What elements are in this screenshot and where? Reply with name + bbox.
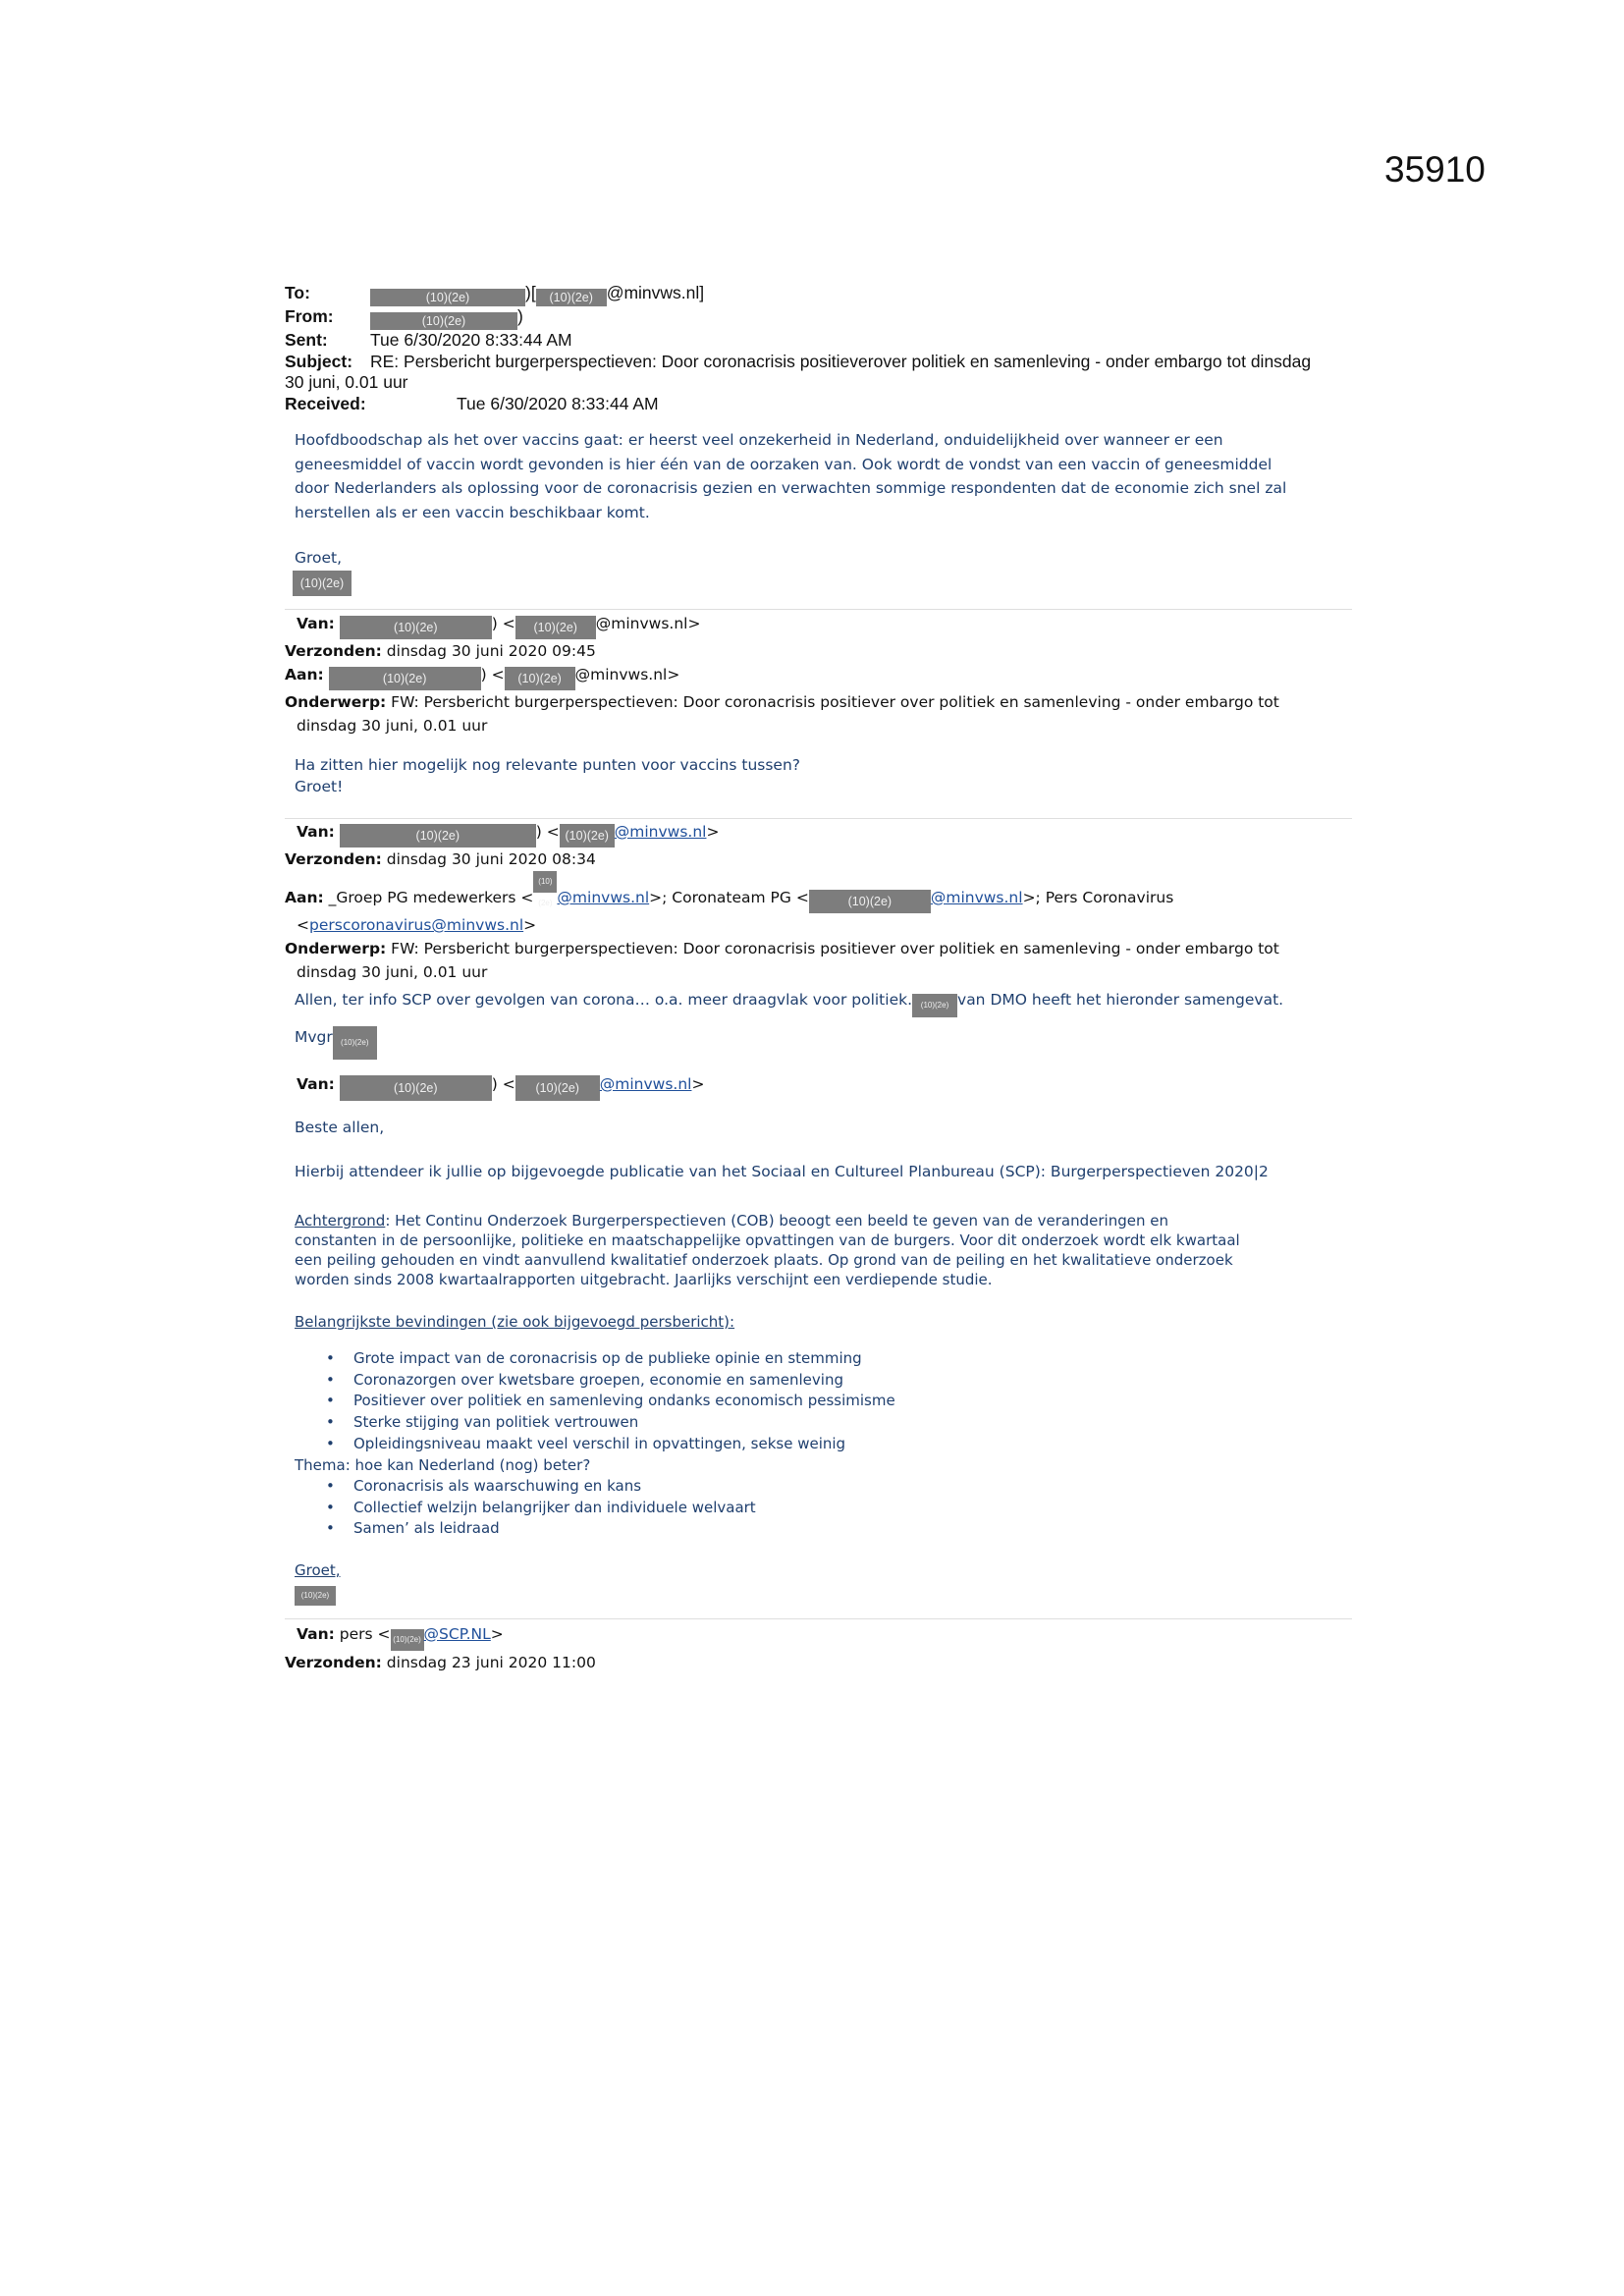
list-item: • Grote impact van de coronacrisis op de publieke opinie en stemming: [353, 1348, 1375, 1370]
list-item: • Collectief welzijn belangrijker dan individuele welvaart: [353, 1498, 1375, 1519]
msg3-greeting: [295, 1560, 1365, 1580]
redaction-box: (10)(2e): [340, 824, 536, 847]
separator-line: [285, 609, 1352, 610]
msg3-intro: Hierbij attendeer ik jullie op bijgevoegde publicatie van het Sociaal en Cultureel Planbureau (SCP): Burgerperspectieven 2020|2: [295, 1163, 1269, 1180]
msg4-verzonden-value: dinsdag 23 juni 2020 11:00: [386, 1654, 596, 1671]
msg3-findings-heading: [295, 1312, 1365, 1332]
msg2-van-close: >: [706, 823, 720, 841]
msg2-onderwerp-line-2: dinsdag 30 juni, 0.01 uur: [297, 963, 488, 981]
msg1-onderwerp-label: Onderwerp:: [285, 693, 387, 711]
separator-line: [285, 1618, 1352, 1619]
msg3-van-mid: ) <: [491, 1075, 515, 1093]
msg3-achtergrond-line-1: : Het Continu Onderzoek Burgerperspectieven (COB) beoogt een beeld te geven van de veranderingen en: [385, 1212, 1168, 1230]
msg2-aan-part-1: _Groep PG medewerkers <: [328, 889, 534, 906]
reply-line: geneesmiddel of vaccin wordt gevonden is hier één van de oorzaken van. Ook wordt de vondst van een vaccin of geneesmiddel: [295, 455, 1272, 473]
header-subject-row: [285, 352, 1355, 373]
redaction-box: (10)(2e): [505, 667, 575, 690]
msg2-aan-part-5: >: [523, 916, 537, 934]
separator-line: [285, 818, 1352, 819]
header-received-row: [285, 394, 1355, 415]
msg3-background-line: een peiling gehouden en vindt aanvullend kwalitatief onderzoek plaats. Op grond van de peiling en het kwalitatieve onderzoek: [295, 1251, 1233, 1269]
msg2-aan-part-4: <: [297, 916, 309, 934]
redaction-box: (10)(2e): [333, 1026, 377, 1060]
msg2-body-part-2: van DMO heeft het hieronder samengevat.: [957, 991, 1284, 1009]
message-1-body: [295, 754, 1365, 797]
msg3-signature: [295, 1580, 1365, 1606]
message-2-body: [295, 988, 1365, 1017]
msg2-van-row: [285, 820, 1355, 847]
message-1-header: [285, 612, 1355, 738]
reply-line: door Nederlanders als oplossing voor de coronacrisis gezien en verwachten sommige respondenten dat de economie zich snel zal: [295, 479, 1287, 497]
msg1-van-row: [285, 612, 1355, 639]
redaction-box: (10)(2e): [340, 1075, 492, 1101]
msg2-aan-row-2: [285, 913, 1355, 937]
msg1-aan-row: [285, 663, 1355, 690]
to-separator: )[: [525, 283, 536, 302]
msg3-salutation: Beste allen,: [295, 1119, 385, 1136]
msg2-aan-label: Aan:: [285, 889, 324, 906]
msg1-van-mid: ) <: [491, 615, 515, 632]
msg1-body-line: Groet!: [295, 778, 344, 795]
msg3-findings-list: [304, 1348, 1375, 1455]
msg2-aan-row: [285, 871, 1355, 913]
msg2-mvgr: Mvgr: [295, 1028, 333, 1046]
msg1-aan-label: Aan:: [285, 666, 324, 683]
reply-paragraph: [295, 428, 1365, 524]
from-close: ): [517, 306, 523, 326]
to-domain: @minvws.nl]: [606, 283, 705, 302]
redaction-box: (10)(2e): [293, 571, 352, 596]
reply-signature: [293, 568, 1363, 596]
reply-greeting: Groet,: [295, 549, 343, 567]
header-sent-row: [285, 330, 1355, 352]
msg2-van-email-link[interactable]: @minvws.nl: [614, 823, 707, 841]
msg1-aan-mid: ) <: [480, 666, 505, 683]
email-header: [285, 283, 1355, 414]
msg4-van-row: [285, 1622, 1355, 1651]
subject-line-2: 30 juni, 0.01 uur: [285, 372, 408, 392]
redaction-box: (10)(2e): [533, 871, 557, 893]
msg2-body-part-1: Allen, ter info SCP over gevolgen van corona… o.a. meer draagvlak voor politiek.: [295, 991, 913, 1009]
received-label: Received:: [285, 393, 366, 413]
msg2-verzonden-label: Verzonden:: [285, 850, 382, 868]
msg1-van-label: Van:: [297, 615, 335, 632]
msg3-achtergrond-label: Achtergrond: [295, 1212, 386, 1230]
msg4-van-part-1: pers <: [339, 1625, 391, 1643]
msg2-verzonden-row: [285, 847, 1355, 871]
message-3-header: [285, 1072, 1355, 1101]
msg3-background-paragraph: [295, 1211, 1365, 1289]
msg1-aan-domain: @minvws.nl>: [574, 666, 680, 683]
msg2-van-label: Van:: [297, 823, 335, 841]
msg3-greeting-text: Groet,: [295, 1561, 341, 1579]
header-to-row: [285, 283, 1355, 306]
header-from-row: [285, 306, 1355, 330]
msg3-background-line: [295, 1211, 1365, 1230]
msg2-aan-email-link-2[interactable]: @minvws.nl: [930, 889, 1023, 906]
redaction-box: (10)(2e): [809, 890, 931, 913]
msg1-verzonden-label: Verzonden:: [285, 642, 382, 660]
msg1-body-line: Ha zitten hier mogelijk nog relevante punten voor vaccins tussen?: [295, 756, 801, 774]
redaction-box: (10)(2e): [370, 312, 517, 330]
redaction-box: (10)(2e): [912, 994, 957, 1017]
list-item: • Samen’ als leidraad: [353, 1518, 1375, 1540]
list-item: • Positiever over politiek en samenleving ondanks economisch pessimisme: [353, 1391, 1375, 1412]
msg3-van-label: Van:: [297, 1075, 335, 1093]
to-label: To:: [285, 283, 310, 302]
msg1-onderwerp-row: [285, 690, 1355, 714]
msg1-verzonden-value: dinsdag 30 juni 2020 09:45: [386, 642, 596, 660]
list-item: • Opleidingsniveau maakt veel verschil in opvattingen, sekse weinig: [353, 1434, 1375, 1455]
msg4-verzonden-row: [285, 1651, 1355, 1674]
msg2-aan-part-2: >; Coronateam PG <: [649, 889, 809, 906]
list-item: • Coronacrisis als waarschuwing en kans: [353, 1476, 1375, 1498]
redaction-box: (10)(2e): [329, 667, 481, 690]
message-4-header: [285, 1622, 1355, 1674]
msg3-van-close: >: [691, 1075, 705, 1093]
msg2-verzonden-value: dinsdag 30 juni 2020 08:34: [386, 850, 596, 868]
redaction-box: (10)(2e): [295, 1586, 336, 1606]
msg2-onderwerp-row: [285, 937, 1355, 960]
msg3-thema-list: [304, 1476, 1375, 1540]
msg1-van-domain: @minvws.nl>: [595, 615, 701, 632]
redaction-box: (10)(2e): [515, 1075, 600, 1101]
reply-line: herstellen als er een vaccin beschikbaar komt.: [295, 503, 650, 521]
sent-label: Sent:: [285, 330, 328, 350]
redaction-box: (10)(2e): [536, 289, 607, 306]
redaction-box: (10)(2e): [370, 289, 525, 306]
msg2-aan-part-3: >; Pers Coronavirus: [1022, 889, 1174, 906]
subject-line-1: RE: Persbericht burgerperspectieven: Door coronacrisis positieverover politiek en samenleving - onder embargo tot dinsdag: [370, 351, 1312, 371]
redaction-box: (10)(2e): [515, 616, 596, 639]
msg2-onderwerp-line-1: FW: Persbericht burgerperspectieven: Door coronacrisis positiever over politiek en samenleving - onder embargo tot: [391, 940, 1279, 957]
msg2-aan-email-link-1[interactable]: @minvws.nl: [557, 889, 650, 906]
subject-label: Subject:: [285, 351, 353, 371]
from-label: From:: [285, 306, 334, 326]
msg3-findings-heading-text: Belangrijkste bevindingen (zie ook bijgevoegd persbericht):: [295, 1313, 735, 1331]
received-value: Tue 6/30/2020 8:33:44 AM: [457, 393, 659, 413]
msg1-onderwerp-line-2: dinsdag 30 juni, 0.01 uur: [297, 717, 488, 735]
msg4-van-label: Van:: [297, 1625, 335, 1643]
redaction-box: (10)(2e): [391, 1629, 424, 1651]
msg1-verzonden-row: [285, 639, 1355, 663]
msg4-verzonden-label: Verzonden:: [285, 1654, 382, 1671]
msg4-van-close: >: [490, 1625, 504, 1643]
msg4-van-email-link[interactable]: @SCP.NL: [423, 1625, 491, 1643]
msg2-onderwerp-label: Onderwerp:: [285, 940, 387, 957]
page-number: 35910: [1384, 149, 1486, 190]
sent-value: Tue 6/30/2020 8:33:44 AM: [370, 330, 572, 350]
msg2-van-mid: ) <: [535, 823, 560, 841]
redaction-box: (10)(2e): [340, 616, 492, 639]
msg3-background-line: worden sinds 2008 kwartaalrapporten uitgebracht. Jaarlijks verschijnt een verdiepende studie.: [295, 1271, 993, 1288]
msg2-aan-email-link-3[interactable]: perscoronavirus@minvws.nl: [309, 916, 524, 934]
list-item: • Sterke stijging van politiek vertrouwen: [353, 1412, 1375, 1434]
msg3-background-line: constanten in de persoonlijke, politieke en maatschappelijke opvattingen van de burgers. Voor dit onderzoek wordt elk kwartaal: [295, 1231, 1240, 1249]
list-item: • Coronazorgen over kwetsbare groepen, economie en samenleving: [353, 1370, 1375, 1392]
reply-line: Hoofdboodschap als het over vaccins gaat: er heerst veel onzekerheid in Nederland, onduidelijkheid over wanneer er een: [295, 431, 1223, 449]
redaction-box: (10)(2e): [560, 824, 615, 847]
message-2-header: [285, 820, 1355, 984]
msg1-onderwerp-line-1: FW: Persbericht burgerperspectieven: Door coronacrisis positiever over politiek en samenleving - onder embargo tot: [391, 693, 1279, 711]
msg3-thema: Thema: hoe kan Nederland (nog) beter?: [295, 1456, 591, 1474]
msg3-van-row: [285, 1072, 1355, 1101]
msg3-van-email-link[interactable]: @minvws.nl: [599, 1075, 692, 1093]
message-2-signoff: [295, 1025, 1365, 1060]
